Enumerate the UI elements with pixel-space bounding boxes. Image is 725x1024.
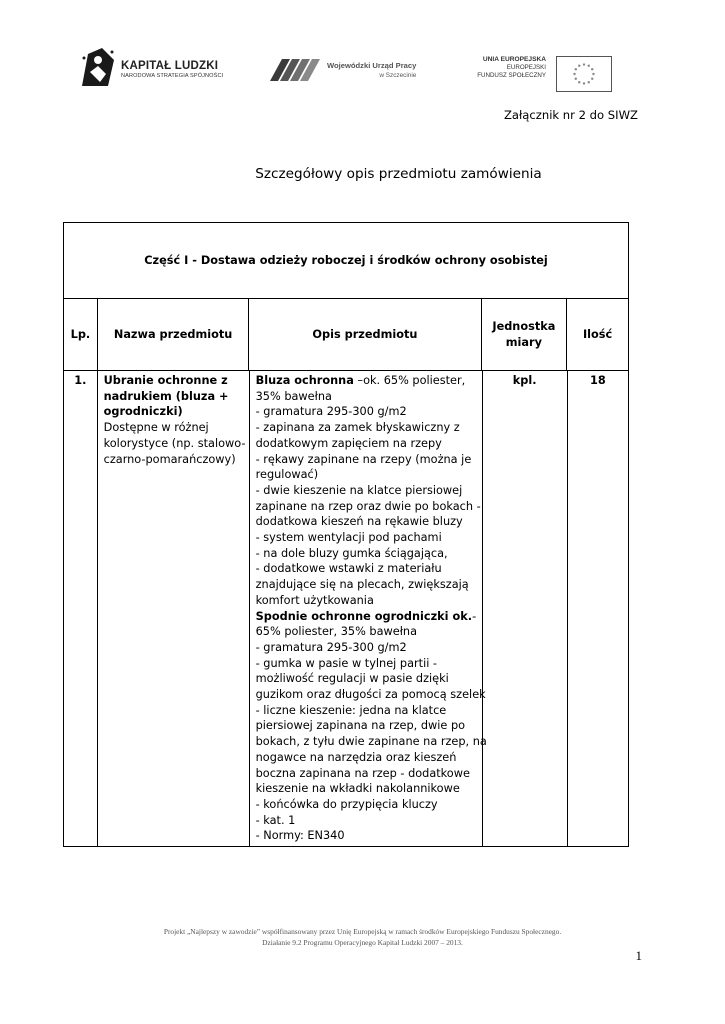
kapital-ludzki-subtitle: NARODOWA STRATEGIA SPÓJNOŚCI <box>121 72 224 79</box>
description-line: 65% poliester, 35% bawełna <box>255 625 418 639</box>
description-line: - gramatura 295-300 g/m2 <box>255 405 407 419</box>
description-line: dodatkowa kieszeń na rękawie bluzy <box>255 515 463 529</box>
description-line: - kat. 1 <box>255 813 296 827</box>
description-line: - gumka w pasie w tylnej partii - <box>255 656 438 670</box>
column-header-description: Opis przedmiotu <box>248 299 480 370</box>
column-header-name: Nazwa przedmiotu <box>97 299 248 370</box>
wup-logo <box>268 53 438 87</box>
kapital-ludzki-title: KAPITAŁ LUDZKI <box>121 59 219 72</box>
spodnie-label: Spodnie ochronne ogrodniczki ok. <box>255 609 473 623</box>
description-line: boczna zapinana na rzep - dodatkowe <box>255 766 470 780</box>
row-name-line: czarno-pomarańczowy) <box>103 452 236 466</box>
specification-table <box>63 222 629 847</box>
wup-subtitle: w Szczecinie <box>379 72 417 79</box>
wup-title: Wojewódzki Urząd Pracy <box>327 61 417 70</box>
column-header-lp: Lp. <box>70 327 91 341</box>
eu-line2: EUROPEJSKI <box>506 64 546 71</box>
spodnie-suffix: - <box>472 609 477 623</box>
description-line: - na dole bluzy gumka ściągająca, <box>255 546 448 560</box>
table-header-row <box>64 298 628 370</box>
eu-logo <box>474 56 634 92</box>
description-line: - dwie kieszenie na klatce piersiowej <box>255 483 463 497</box>
description-line: piersiowej zapinana na rzep, dwie po <box>255 719 466 733</box>
part-title-row <box>64 223 628 298</box>
row-name <box>97 371 249 846</box>
row-lp: 1. <box>74 374 87 387</box>
description-line: dodatkowym zapięciem na rzepy <box>255 436 442 450</box>
bluza-label: Bluza ochronna <box>255 374 354 387</box>
row-name-bold-line: ogrodniczki) <box>103 405 183 419</box>
description-line: regulować) <box>255 468 319 482</box>
description-line: - liczne kieszenie: jedna na klatce <box>255 703 447 717</box>
footer-line2: Działanie 9.2 Programu Operacyjnego Kapitał Ludzki 2007 – 2013. <box>262 938 463 947</box>
table-row <box>64 370 628 846</box>
bluza-description-lines <box>255 389 481 609</box>
row-qty: 18 <box>567 371 628 846</box>
column-header-unit-line2: miary <box>505 335 542 349</box>
wup-emblem-icon <box>268 53 324 87</box>
eu-title: UNIA EUROPEJSKA <box>482 56 546 63</box>
description-line: - dodatkowe wstawki z materiału <box>255 562 442 576</box>
description-line: możliwość regulacji w pasie dzięki <box>255 672 449 686</box>
part-title: Część I - Dostawa odzieży roboczej i środków ochrony osobistej <box>144 254 548 267</box>
description-line: 35% bawełna <box>255 389 332 403</box>
row-name-bold-line: Ubranie ochronne z <box>103 374 228 387</box>
description-line: - zapinana za zamek błyskawiczny z <box>255 421 460 435</box>
spodnie-heading <box>256 609 478 625</box>
description-line: - gramatura 295-300 g/m2 <box>255 640 407 654</box>
description-line: - Normy: EN340 <box>255 829 345 843</box>
spodnie-description-lines <box>255 624 487 844</box>
column-header-unit <box>481 299 567 370</box>
description-line: bokach, z tyłu dwie zapinane na rzep, na <box>255 735 487 749</box>
document-title: Szczegółowy opis przedmiotu zamówienia <box>255 166 542 182</box>
description-line: komfort użytkowania <box>255 593 374 607</box>
eu-flag-icon <box>556 56 612 92</box>
footer-line1: Projekt „Najlepszy w zawodzie” współfinansowany przez Unię Europejską w ramach środków Europejskiego Funduszu Społecznego. <box>163 927 562 936</box>
attachment-label: Załącznik nr 2 do SIWZ <box>503 108 638 122</box>
row-description <box>249 371 487 846</box>
description-line: znajdujące się na plecach, zwiększają <box>255 578 469 592</box>
row-name-line: kolorystyce (np. stalowo- <box>103 436 246 450</box>
row-name-line: Dostępne w różnej <box>103 421 209 435</box>
description-line: nogawce na narzędzia oraz kieszeń <box>255 750 457 764</box>
bluza-suffix: –ok. 65% poliester, <box>353 374 466 387</box>
description-line: kieszenie na wkładki nakolannikowe <box>255 782 460 796</box>
row-name-bold-line: nadrukiem (bluza + <box>103 389 229 403</box>
bluza-heading <box>256 373 478 389</box>
footer <box>0 926 725 948</box>
kapital-ludzki-emblem-icon <box>78 46 118 92</box>
description-line: - system wentylacji pod pachami <box>255 531 442 545</box>
description-line: - rękawy zapinane na rzepy (można je <box>255 452 472 466</box>
column-header-qty: Ilość <box>566 299 628 370</box>
description-line: guzikom oraz długości za pomocą szelek <box>255 688 486 702</box>
row-unit: kpl. <box>482 371 567 846</box>
page-number: 1 <box>635 948 642 963</box>
description-line: - końcówka do przypięcia kluczy <box>255 797 438 811</box>
kapital-ludzki-logo <box>78 46 238 92</box>
description-line: zapinane na rzep oraz dwie po bokach - <box>255 499 481 513</box>
eu-line3: FUNDUSZ SPOŁECZNY <box>477 72 546 79</box>
column-header-unit-line1: Jednostka <box>492 319 556 333</box>
